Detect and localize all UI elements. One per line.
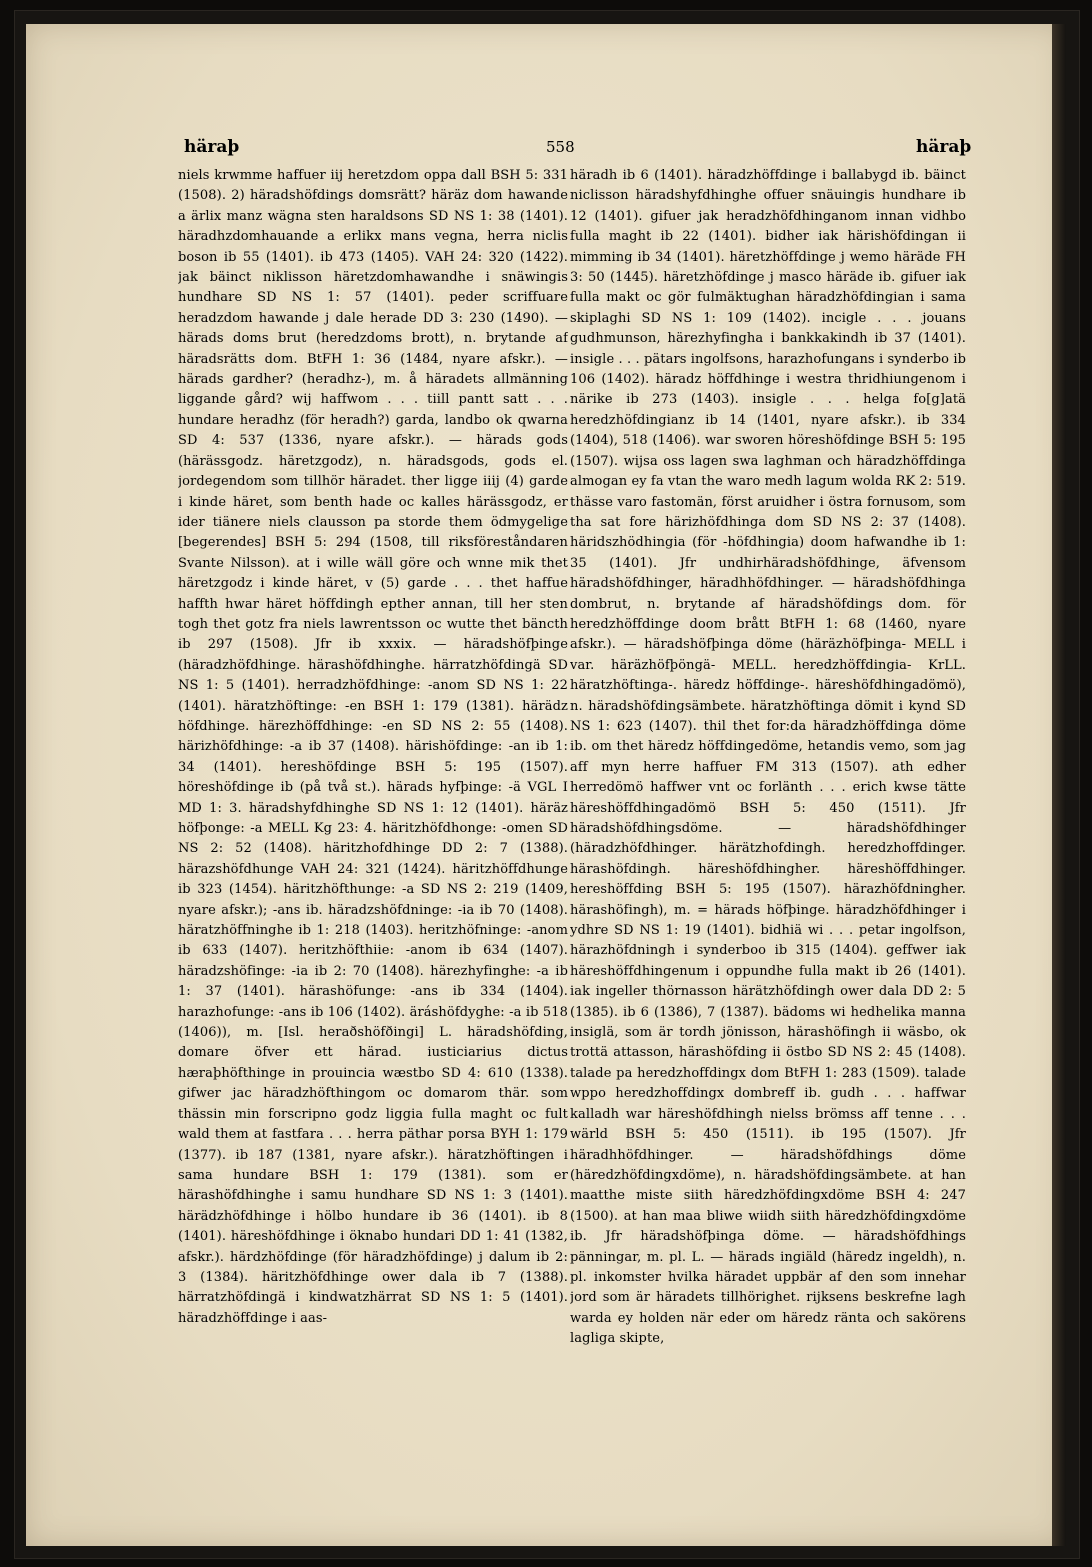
- page-number: 558: [546, 138, 575, 156]
- left-text-column: niels krwmme haffuer iij heretzdom oppa dall BSH 5: 331 (1508). 2) häradshöfdings domsrätt? häräz dom hawande a ärlix manz wägna sten haraldsons SD NS 1: 38 (1401). häradhzdomhauande a erlikx mans vegna, herra niclis boson ib 55 (1401). ib 473 (1405). VAH 24: 320 (1422). jak bäinct niklisson häretzdomhawandhe i snäwingis hundhare SD NS 1: 57 (1401). peder scriffuare heradzdom hawande j dale herade DD 3: 230 (1490). — härads doms brut (heredzdoms brott), n. brytande af häradsrätts dom. BtFH 1: 36 (1484, nyare afskr.). — härads gardher? (heradhz-), m. å häradets allmänning liggande gård? wij haffwom . . . tiill pantt satt . . . hundare heradhz (för heradh?) garda, landbo ok qwarna SD 4: 537 (1336, nyare afskr.). — härads gods (härässgodz. häretzgodz), n. häradsgods, gods el. jordegendom som tillhör häradet. ther ligge iiij (4) garde i kinde häret, som benth hade oc kalles härässgodz, er ider tiänere niels clausson pa storde them ödmygelige [begerendes] BSH 5: 294 (1508, till riksföreståndaren Svante Nilsson). at i wille wäll göre och wnne mik thet häretzgodz i kinde häret, v (5) garde . . . thet haffue haffth hwar häret höffdingh epther annan, till her sten togh thet gotz fra niels lawrentsson oc wutte thet bäncth ib 297 (1508). Jfr ib xxxix. — häradshöfþinge (häradzhöfdhinge. härashöfdhinghe. härratzhöfdingä SD NS 1: 5 (1401). herradzhöfdhinge: -anom SD NS 1: 22 (1401). häratzhöftinge: -en BSH 1: 179 (1381). härädz höfdhinge. härezhöffdhinge: -en SD NS 2: 55 (1408). härizhöfdhinge: -a ib 37 (1408). härishöfdinge: -an ib 1: 34 (1401). hereshöfdinge BSH 5: 195 (1507). höreshöfdinge ib (på två st.). härads hyfþinge: -ä VGL I MD 1: 3. häradshyfdhinghe SD NS 1: 12 (1401). häräz höfþonge: -a MELL Kg 23: 4. häritzhöfdhonge: -omen SD NS 2: 52 (1408). häritzhofdhinge DD 2: 7 (1388). härazshöfdhunge VAH 24: 321 (1424). häritzhöffdhunge ib 323 (1454). häritzhöfthunge: -a SD NS 2: 219 (1409, nyare afskr.); -ans ib. häradzshöfdninge: -ia ib 70 (1408). häratzhöffninghe ib 1: 218 (1403). heritzhöfninge: -anom ib 633 (1407). heritzhöfthiie: -anom ib 634 (1407). häradzshöfinge: -ia ib 2: 70 (1408). härezhyfinghe: -a ib 1: 37 (1401). härashöfunge: -ans ib 334 (1404). harazhofunge: -ans ib 106 (1402). äráshöfdyghe: -a ib 518 (1406)), m. [Isl. heraðshöfðingi] L. häradshöfding, domare öfver ett härad. iusticiarius dictus hæraþhöfthinge in prouincia wæstbo SD 4: 610 (1338). gifwer jac häradzhöfthingom oc domarom thär. som thässin min forscripno godz liggia fulla maght oc fult wald them at fastfara . . . herra päthar porsa BYH 1: 179 (1377). ib 187 (1381, nyare afskr.). häratzhöftingen i sama hundare BSH 1: 179 (1381). som er härashöfdhinghe i samu hundhare SD NS 1: 3 (1401). härädzhöfdhinge i hölbo hundare ib 36 (1401). ib 8 (1401). häreshöfdhinge i öknabo hundari DD 1: 41 (1382, afskr.). härdzhöfdinge (för häradzhöfdinge) j dalum ib 2: 3 (1384). häritzhöfdhinge ower dala ib 7 (1388). härratzhöfdingä i kindwatzhärrat SD NS 1: 5 (1401). häradzhöffdinge i aas-: [178, 168, 568, 1326]
- page-edge-shadow: [1052, 24, 1066, 1546]
- right-running-headword: häraþ: [916, 137, 972, 157]
- left-running-headword: häraþ: [184, 137, 240, 157]
- right-text-column: häradh ib 6 (1401). häradzhöffdinge i ballabygd ib. bäinct niclisson häradshyfdhinghe offuer snäuingis hundhare ib 12 (1401). gifuer jak heradzhöfdhinganom innan vidhbo fulla maght ib 22 (1401). bidher iak härishöfdingan ii mimming ib 34 (1401). häretzhöffdinge j wemo häräde FH 3: 50 (1445). häretzhöfdinge j masco häräde ib. gifuer iak fulla makt oc gör fulmäktughan häradzhöfdingian i sama skiplaghi SD NS 1: 109 (1402). incigle . . . jouans gudhmunson, härezhyfingha i bankkakindh ib 37 (1401). insigle . . . pätars ingolfsons, harazhofungans i synderbo ib 106 (1402). häradz höffdhinge i westra thridhiungenom i närike ib 273 (1403). insigle . . . helga fo[g]atä heredzhöfdingianz ib 14 (1401, nyare afskr.). ib 334 (1404), 518 (1406). war sworen höreshöfdinge BSH 5: 195 (1507). wijsa oss lagen swa laghman och häradzhöffdinga almogan ey fa vtan the waro medh lagum wolda RK 2: 519. thässe varo fastomän, först aruidher i östra fornusom, som tha sat fore härizhöfdhinga dom SD NS 2: 37 (1408). häridszhödhingia (för -höfdhingia) doom hafwandhe ib 1: 35 (1401). Jfr undhirhäradshöfdhinge, äfvensom häradshöfdhinger, häradhhöfdhinger. — häradshöfdhinga dombrut, n. brytande af häradshöfdings dom. för heredzhöffdinge doom brått BtFH 1: 68 (1460, nyare afskr.). — häradshöfþinga döme (häräzhöfþinga- MELL i var. häräzhöfþöngä- MELL. heredzhöffdingia- KrLL. häratzhöftinga-. häredz höffdinge-. häreshöfdhingadömö), n. häradshöfdingsämbete. häratzhöftinga dömit i kynd SD NS 1: 623 (1407). thil thet for:da häradzhöffdinga döme ib. om thet häredz höffdingedöme, hetandis vemo, som jag aff myn herre haffuer FM 313 (1507). ath edher herredömö haffwer vnt oc forlänth . . . erich kwse tätte häreshöffdhingadömö BSH 5: 450 (1511). Jfr häradshöfdhingsdöme. — häradshöfdhinger (häradzhöfdhinger. härätzhofdingh. heredzhoffdinger. härashöfdingh. häreshöfdhingher. häreshöffdhinger. hereshöffding BSH 5: 195 (1507). härazhöfdningher. härashöfingh), m. = härads höfþinge. häradzhöfdhinger i ydhre SD NS 1: 19 (1401). bidhiä wi . . . petar ingolfson, härazhöfdningh i synderboo ib 315 (1404). geffwer iak häreshöffdhingenum i oppundhe fulla makt ib 26 (1401). iak ingeller thörnasson härätzhöfdingh ower dala DD 2: 5 (1385). ib 6 (1386), 7 (1387). bädoms wi hedhelika manna insiglä, som är tordh jönisson, härashöfingh ii wäsbo, ok trottä attasson, härashöfding ii östbo SD NS 2: 45 (1408). talade pa heredzhoffdingx dom BtFH 1: 283 (1509). talade wppo heredzhoffdingx dombreff ib. gudh . . . haffwar kalladh war häreshöfdhingh nielss brömss aff tenne . . . wärld BSH 5: 450 (1511). ib 195 (1507). Jfr häradhhöfdhinger. — häradshöfdhings döme (häredzhöfdingxdöme), n. häradshöfdingsämbete. at han maatthe miste siith häredzhöfdingxdöme BSH 4: 247 (1500). at han maa bliwe wiidh siith häredzhöfdingxdöme ib. Jfr häradshöfþinga döme. — häradshöfdhings pänningar, m. pl. L. — härads ingiäld (häredz ingeldh), n. pl. inkomster hvilka häradet uppbär af den som innehar jord som är häradets tillhörighet. rijksens beskrefne lagh warda ey holden när eder om häredz ränta och sakörens lagliga skipte,: [570, 168, 966, 1347]
